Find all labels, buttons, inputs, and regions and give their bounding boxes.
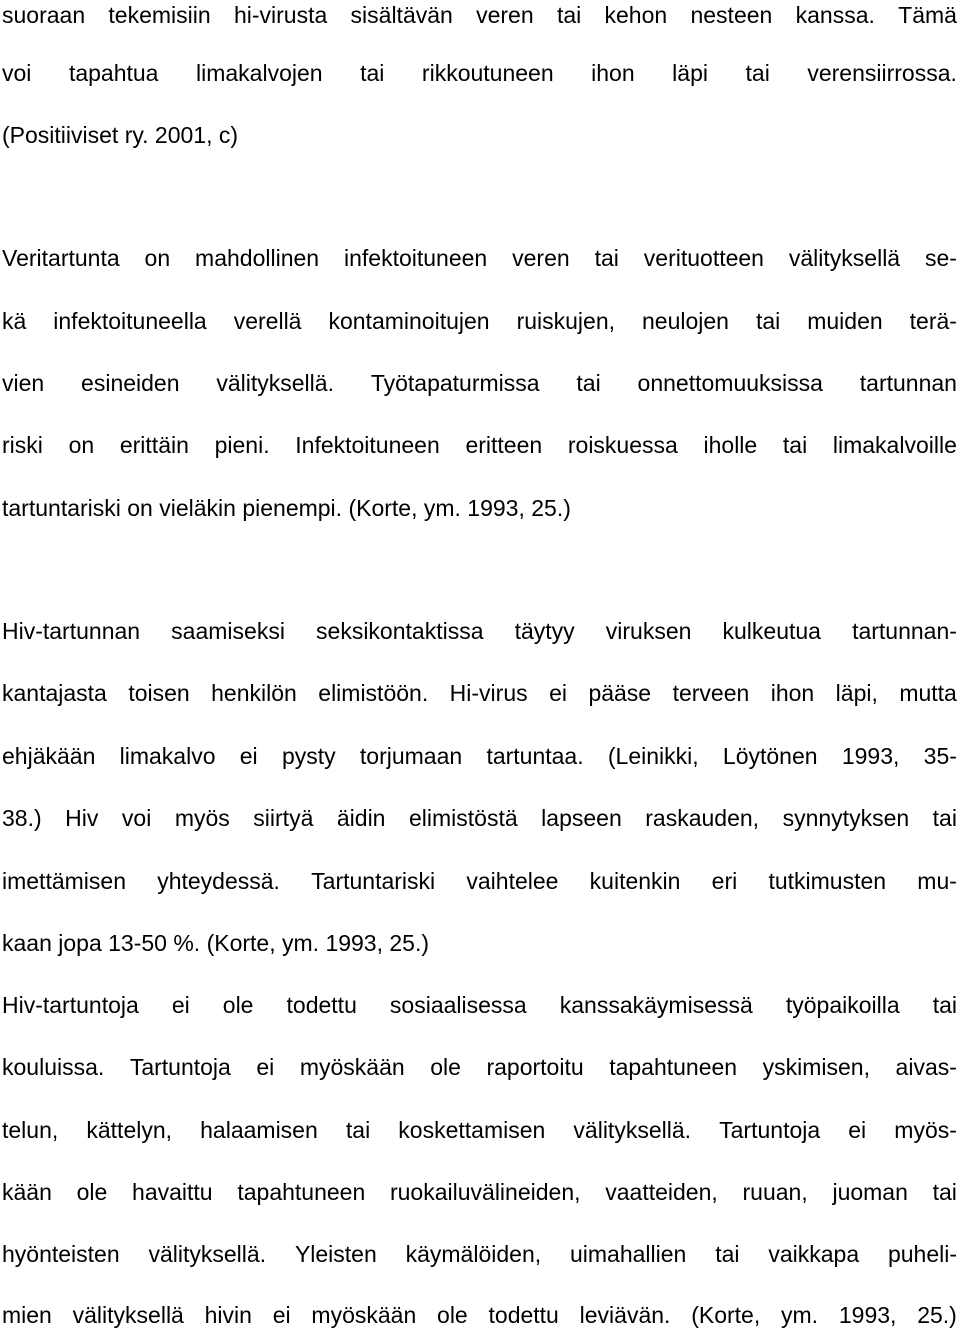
text-line: tartuntariski on vieläkin pienempi. (Korte, ym. 1993, 25.) — [2, 495, 571, 521]
text-line — [2, 1115, 957, 1145]
word: hivin — [204, 1302, 252, 1328]
word: 35- — [923, 743, 957, 769]
word: ei — [256, 1054, 275, 1080]
text-line — [2, 866, 957, 896]
word: läpi — [672, 60, 708, 86]
word: Työtapaturmissa — [370, 370, 540, 396]
word: kään — [2, 1179, 52, 1205]
word: kantajasta — [2, 680, 107, 706]
text-line: kaan jopa 13-50 %. (Korte, ym. 1993, 25.) — [2, 930, 430, 956]
word: tai — [576, 370, 601, 396]
text-line — [2, 678, 957, 708]
word: kulkeutua — [722, 618, 821, 644]
word: ihon — [770, 680, 815, 706]
word: infektoituneella — [53, 308, 207, 334]
word: kehon — [604, 2, 668, 28]
word: voi — [121, 805, 152, 831]
word: elimistöön. — [318, 680, 429, 706]
word: eritteen — [465, 432, 543, 458]
text-line — [2, 0, 957, 30]
word: mutta — [899, 680, 957, 706]
word: tartunnan — [859, 370, 957, 396]
word: hyönteisten — [2, 1241, 120, 1267]
word: kä — [2, 308, 27, 334]
word: aivas- — [895, 1054, 957, 1080]
word: verensiirrossa. — [807, 60, 957, 86]
text-line — [2, 1177, 957, 1207]
word: kuitenkin — [589, 868, 681, 894]
word: neulojen — [641, 308, 729, 334]
word: pysty — [281, 743, 336, 769]
word: tapahtuneen — [237, 1179, 366, 1205]
word: tartuntaa. — [486, 743, 584, 769]
word: se- — [925, 245, 957, 271]
text-line — [2, 741, 957, 771]
word: erittäin — [119, 432, 189, 458]
word: limakalvo — [119, 743, 216, 769]
word: elimistöstä — [409, 805, 518, 831]
word: uimahallien — [569, 1241, 687, 1267]
word: limakalvoille — [832, 432, 957, 458]
text-line — [2, 1052, 957, 1082]
word: sosiaalisessa — [389, 992, 527, 1018]
word: täytyy — [514, 618, 575, 644]
word: välityksellä. — [148, 1241, 267, 1267]
word: terä- — [909, 308, 957, 334]
word: välityksellä. — [216, 370, 334, 396]
text-line — [2, 803, 957, 833]
word: ole — [430, 1054, 461, 1080]
word: siirtyä — [253, 805, 314, 831]
word: myös- — [894, 1117, 957, 1143]
word: juoman — [832, 1179, 908, 1205]
text-line — [2, 1239, 957, 1269]
word: tai — [932, 805, 957, 831]
word: ole — [222, 992, 254, 1018]
word: yhteydessä. — [157, 868, 280, 894]
word: saamiseksi — [171, 618, 285, 644]
word: iholle — [703, 432, 758, 458]
word: terveen — [672, 680, 750, 706]
word: ei — [239, 743, 258, 769]
text-line — [2, 243, 957, 273]
word: Tartuntoja — [719, 1117, 821, 1143]
word: tai — [360, 60, 385, 86]
word: suoraan — [2, 2, 86, 28]
word: lapseen — [541, 805, 622, 831]
word: viruksen — [605, 618, 692, 644]
word: myöskään — [311, 1302, 417, 1328]
word: ei — [272, 1302, 291, 1328]
word: on — [144, 245, 171, 271]
word: 1993, — [838, 1302, 897, 1328]
word: tai — [932, 992, 957, 1018]
word: Hiv-tartunnan — [2, 618, 141, 644]
word: ole — [76, 1179, 108, 1205]
word: vien — [2, 370, 45, 396]
word: ruiskujen, — [516, 308, 615, 334]
word: (Leinikki, — [607, 743, 699, 769]
word: todettu — [488, 1302, 559, 1328]
word: Tartuntariski — [311, 868, 436, 894]
word: kouluissa. — [2, 1054, 105, 1080]
text-line — [2, 368, 957, 398]
word: yskimisen, — [762, 1054, 870, 1080]
word: vaihtelee — [466, 868, 559, 894]
word: ym. — [781, 1302, 819, 1328]
word: muiden — [807, 308, 883, 334]
word: tapahtuneen — [609, 1054, 738, 1080]
word: pääse — [588, 680, 652, 706]
word: vaikkapa — [768, 1241, 860, 1267]
text-line — [2, 616, 957, 646]
word: ihon — [591, 60, 635, 86]
word: kanssakäymisessä — [559, 992, 753, 1018]
word: veren — [512, 245, 570, 271]
word: välityksellä. — [573, 1117, 692, 1143]
word: ei — [848, 1117, 867, 1143]
word: Infektoituneen — [295, 432, 440, 458]
word: raskauden, — [645, 805, 760, 831]
text-line — [2, 430, 957, 460]
word: halaamisen — [200, 1117, 318, 1143]
word: tai — [556, 2, 582, 28]
word: ei — [549, 680, 567, 706]
word: myöskään — [299, 1054, 405, 1080]
word: ruokailuvälineiden, — [389, 1179, 581, 1205]
word: todettu — [286, 992, 357, 1018]
word: limakalvojen — [196, 60, 323, 86]
word: rikkoutuneen — [421, 60, 554, 86]
word: 25.) — [917, 1302, 957, 1328]
word: toisen — [128, 680, 190, 706]
word: mahdollinen — [195, 245, 320, 271]
word: leviävän. — [579, 1302, 671, 1328]
word: telun, — [2, 1117, 59, 1143]
word: tutkimusten — [768, 868, 887, 894]
word: onnettomuuksissa — [637, 370, 823, 396]
word: mien — [2, 1302, 52, 1328]
word: (Korte, — [691, 1302, 761, 1328]
word: ole — [437, 1302, 468, 1328]
word: 38.) — [2, 805, 42, 831]
word: esineiden — [81, 370, 180, 396]
word: välityksellä — [788, 245, 901, 271]
word: sisältävän — [350, 2, 453, 28]
word: Yleisten — [294, 1241, 377, 1267]
word: Hiv-tartuntoja — [2, 992, 139, 1018]
word: Veritartunta — [2, 245, 120, 271]
word: ei — [171, 992, 190, 1018]
word: tai — [755, 308, 781, 334]
text-line — [2, 1300, 957, 1330]
word: havaittu — [132, 1179, 213, 1205]
word: on — [68, 432, 95, 458]
word: koskettamisen — [398, 1117, 546, 1143]
word: Tartuntoja — [129, 1054, 231, 1080]
word: infektoituneen — [343, 245, 488, 271]
word: äidin — [336, 805, 386, 831]
word: 1993, — [841, 743, 900, 769]
word: verellä — [233, 308, 302, 334]
word: synnytyksen — [782, 805, 910, 831]
word: Hi-virus — [449, 680, 528, 706]
word: ehjäkään — [2, 743, 96, 769]
word: kontaminoitujen — [328, 308, 490, 334]
word: Löytönen — [722, 743, 818, 769]
text-line — [2, 990, 957, 1020]
word: tai — [345, 1117, 371, 1143]
word: työpaikoilla — [785, 992, 900, 1018]
word: pieni. — [214, 432, 270, 458]
word: roiskuessa — [567, 432, 678, 458]
word: käymälöiden, — [405, 1241, 542, 1267]
word: myös — [174, 805, 230, 831]
word: vaatteiden, — [605, 1179, 718, 1205]
word: tai — [932, 1179, 957, 1205]
text-line — [2, 58, 957, 88]
word: veren — [476, 2, 534, 28]
word: kättelyn, — [86, 1117, 173, 1143]
word: tapahtua — [68, 60, 159, 86]
word: läpi, — [835, 680, 878, 706]
word: Tämä — [898, 2, 957, 28]
text-line: (Positiiviset ry. 2001, c) — [2, 122, 239, 148]
word: riski — [2, 432, 43, 458]
word: hi-virusta — [233, 2, 328, 28]
word: tai — [782, 432, 808, 458]
word: ruuan, — [742, 1179, 808, 1205]
word: tai — [715, 1241, 740, 1267]
word: tai — [594, 245, 619, 271]
word: tekemisiin — [108, 2, 211, 28]
word: imettämisen — [2, 868, 126, 894]
word: mu- — [917, 868, 957, 894]
word: Hiv — [65, 805, 99, 831]
word: tai — [745, 60, 770, 86]
word: välityksellä — [72, 1302, 184, 1328]
word: seksikontaktissa — [316, 618, 484, 644]
word: voi — [2, 60, 32, 86]
word: tartunnan- — [852, 618, 957, 644]
word: verituotteen — [643, 245, 764, 271]
text-line — [2, 306, 957, 336]
word: kanssa. — [795, 2, 875, 28]
word: eri — [711, 868, 738, 894]
word: puheli- — [887, 1241, 957, 1267]
word: raportoitu — [486, 1054, 584, 1080]
word: torjumaan — [359, 743, 463, 769]
word: henkilön — [211, 680, 297, 706]
word: nesteen — [690, 2, 773, 28]
